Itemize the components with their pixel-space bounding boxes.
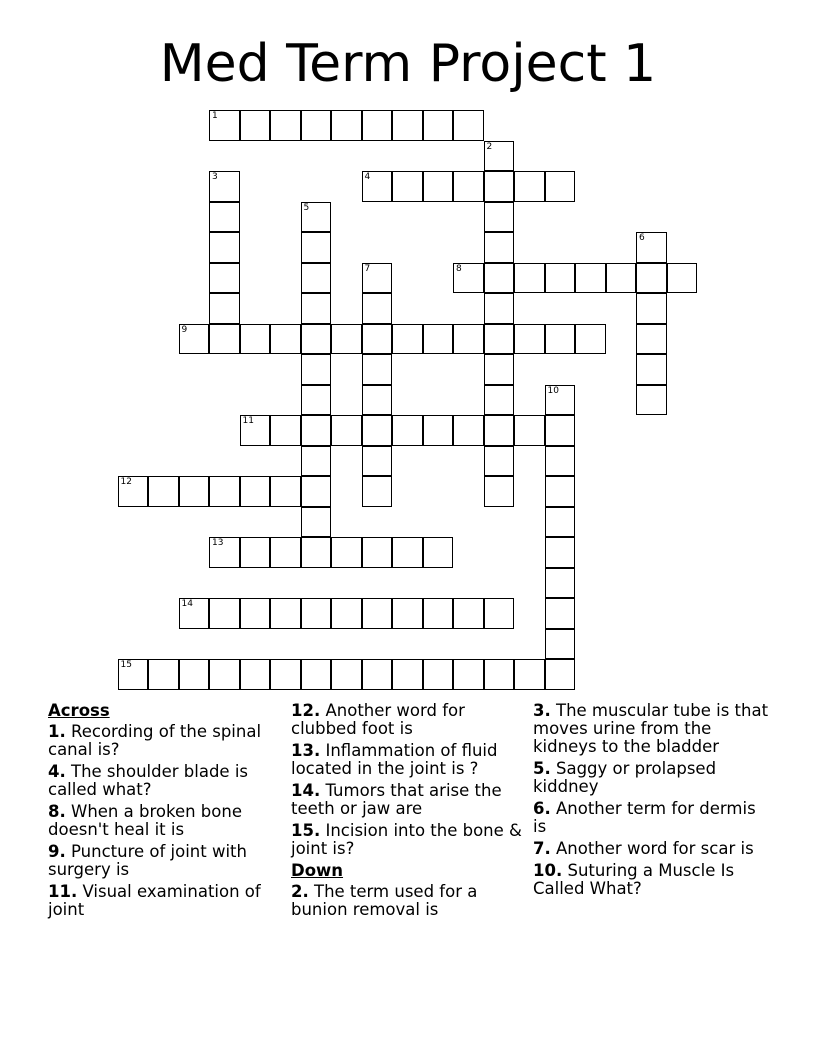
grid-cell[interactable] — [514, 171, 545, 202]
grid-cell[interactable] — [423, 537, 454, 568]
grid-cell[interactable] — [392, 537, 423, 568]
grid-cell[interactable] — [179, 659, 210, 690]
grid-cell[interactable] — [301, 232, 332, 263]
grid-cell[interactable] — [362, 385, 393, 416]
grid-cell[interactable] — [453, 598, 484, 629]
clue-across-11: 11. Visual examination of joint — [48, 882, 261, 919]
grid-cell[interactable] — [209, 324, 240, 355]
grid-cell[interactable] — [362, 476, 393, 507]
grid-cell[interactable] — [362, 263, 393, 294]
grid-cell[interactable] — [301, 202, 332, 233]
grid-cell[interactable] — [209, 293, 240, 324]
grid-cell[interactable] — [545, 659, 576, 690]
grid-cell[interactable] — [484, 446, 515, 477]
grid-cell[interactable] — [331, 537, 362, 568]
grid-cell[interactable] — [240, 476, 271, 507]
grid-cell[interactable] — [392, 110, 423, 141]
grid-cell[interactable] — [301, 293, 332, 324]
clue-across-1: 1. Recording of the spinal canal is? — [48, 722, 262, 759]
grid-cell[interactable] — [484, 659, 515, 690]
grid-cell[interactable] — [484, 141, 515, 172]
grid-cell[interactable] — [453, 415, 484, 446]
grid-cell[interactable] — [362, 537, 393, 568]
grid-cell[interactable] — [545, 324, 576, 355]
grid-cell[interactable] — [301, 537, 332, 568]
grid-cell[interactable] — [209, 171, 240, 202]
grid-cell[interactable] — [240, 324, 271, 355]
grid-cell[interactable] — [392, 171, 423, 202]
grid-cell[interactable] — [545, 629, 576, 660]
grid-cell[interactable] — [545, 385, 576, 416]
clue-down-7: 7. Another word for scar is — [533, 839, 754, 858]
grid-cell[interactable] — [301, 415, 332, 446]
grid-cell[interactable] — [362, 354, 393, 385]
cell-number: 10 — [547, 385, 559, 396]
grid-cell[interactable] — [545, 598, 576, 629]
cell-number: 2 — [486, 141, 493, 152]
grid-cell[interactable] — [545, 568, 576, 599]
grid-cell[interactable] — [270, 598, 301, 629]
clue-across-12: 12. Another word for clubbed foot is — [291, 701, 465, 738]
grid-cell[interactable] — [301, 324, 332, 355]
grid-cell[interactable] — [545, 415, 576, 446]
down-heading: Down — [291, 861, 344, 880]
grid-cell[interactable] — [209, 232, 240, 263]
cell-number: 12 — [120, 477, 132, 487]
grid-cell[interactable] — [636, 354, 667, 385]
clue-across-4: 4. The shoulder blade is called what? — [48, 762, 248, 799]
grid-cell[interactable] — [636, 385, 667, 416]
grid-cell[interactable] — [240, 659, 271, 690]
grid-cell[interactable] — [484, 202, 515, 233]
grid-cell[interactable] — [301, 385, 332, 416]
grid-cell[interactable] — [362, 171, 393, 202]
grid-cell[interactable] — [484, 293, 515, 324]
grid-cell[interactable] — [392, 324, 423, 355]
grid-cell[interactable] — [270, 537, 301, 568]
clues-column-3 — [533, 702, 773, 902]
grid-cell[interactable] — [636, 324, 667, 355]
grid-cell[interactable] — [453, 171, 484, 202]
clue-across-15: 15. Incision into the bone & joint is? — [291, 821, 522, 858]
grid-cell[interactable] — [575, 263, 606, 294]
grid-cell[interactable] — [636, 263, 667, 294]
grid-cell[interactable] — [484, 232, 515, 263]
cell-number: 15 — [120, 660, 132, 670]
grid-cell[interactable] — [209, 537, 240, 568]
grid-cell[interactable] — [423, 415, 454, 446]
across-heading: Across — [48, 701, 110, 720]
cell-number: 4 — [364, 172, 371, 182]
grid-cell[interactable] — [423, 110, 454, 141]
grid-cell[interactable] — [545, 446, 576, 477]
grid-cell[interactable] — [209, 263, 240, 294]
grid-cell[interactable] — [270, 415, 301, 446]
grid-cell[interactable] — [362, 415, 393, 446]
grid-cell[interactable] — [362, 324, 393, 355]
clue-down-6: 6. Another term for dermis is — [533, 799, 756, 836]
clue-down-5: 5. Saggy or prolapsed kiddney — [533, 759, 717, 796]
puzzle-title: Med Term Project 1 — [159, 34, 657, 94]
clue-across-8: 8. When a broken bone doesn't heal it is — [48, 802, 242, 839]
grid-cell[interactable] — [331, 415, 362, 446]
grid-cell[interactable] — [545, 537, 576, 568]
grid-cell[interactable] — [392, 415, 423, 446]
cell-number: 7 — [364, 263, 371, 274]
grid-cell[interactable] — [484, 171, 515, 202]
clue-down-2: 2. The term used for a bunion removal is — [291, 882, 478, 919]
grid-cell[interactable] — [453, 110, 484, 141]
grid-cell[interactable] — [331, 324, 362, 355]
grid-cell[interactable] — [453, 263, 484, 294]
grid-cell[interactable] — [179, 476, 210, 507]
grid-cell[interactable] — [270, 110, 301, 141]
grid-cell[interactable] — [392, 659, 423, 690]
grid-cell[interactable] — [240, 110, 271, 141]
cell-number: 3 — [212, 172, 218, 182]
cell-number: 8 — [456, 263, 462, 274]
grid-cell[interactable] — [484, 598, 515, 629]
grid-cell[interactable] — [423, 171, 454, 202]
grid-cell[interactable] — [270, 659, 301, 690]
grid-cell[interactable] — [545, 476, 576, 507]
cell-number: 5 — [303, 202, 310, 213]
grid-cell[interactable] — [484, 263, 515, 294]
grid-cell[interactable] — [606, 263, 637, 294]
grid-cell[interactable] — [484, 385, 515, 416]
grid-cell[interactable] — [545, 171, 576, 202]
grid-cell[interactable] — [514, 324, 545, 355]
grid-cell[interactable] — [362, 446, 393, 477]
grid-cell[interactable] — [484, 324, 515, 355]
clues-column-2 — [291, 702, 531, 923]
grid-cell[interactable] — [331, 659, 362, 690]
grid-cell[interactable] — [118, 659, 149, 690]
grid-cell[interactable] — [209, 598, 240, 629]
grid-cell[interactable] — [484, 415, 515, 446]
grid-cell[interactable] — [453, 324, 484, 355]
grid-cell[interactable] — [362, 293, 393, 324]
grid-cell[interactable] — [209, 110, 240, 141]
clue-down-10: 10. Suturing a Muscle Is Called What? — [533, 861, 735, 898]
grid-cell[interactable] — [301, 354, 332, 385]
grid-cell[interactable] — [423, 659, 454, 690]
grid-cell[interactable] — [423, 598, 454, 629]
grid-cell[interactable] — [301, 446, 332, 477]
clue-across-9: 9. Puncture of joint with surgery is — [48, 842, 247, 879]
grid-cell[interactable] — [453, 659, 484, 690]
grid-cell[interactable] — [301, 598, 332, 629]
grid-cell[interactable] — [148, 476, 179, 507]
clue-down-3: 3. The muscular tube is that moves urine from the kidneys to the bladder — [533, 701, 769, 756]
grid-cell[interactable] — [240, 537, 271, 568]
grid-cell[interactable] — [545, 507, 576, 538]
grid-cell[interactable] — [209, 202, 240, 233]
grid-cell[interactable] — [240, 598, 271, 629]
grid-cell[interactable] — [240, 415, 271, 446]
grid-cell[interactable] — [270, 476, 301, 507]
cell-number: 6 — [639, 233, 645, 243]
clues-column-1 — [48, 702, 288, 923]
grid-cell[interactable] — [392, 598, 423, 629]
grid-cell[interactable] — [575, 324, 606, 355]
cell-number: 9 — [181, 324, 188, 335]
grid-cell[interactable] — [148, 659, 179, 690]
grid-cell[interactable] — [545, 263, 576, 294]
grid-cell[interactable] — [667, 263, 698, 294]
grid-cell[interactable] — [270, 324, 301, 355]
grid-cell[interactable] — [209, 659, 240, 690]
grid-cell[interactable] — [179, 324, 210, 355]
grid-cell[interactable] — [301, 476, 332, 507]
grid-cell[interactable] — [514, 263, 545, 294]
grid-cell[interactable] — [301, 659, 332, 690]
clue-across-14: 14. Tumors that arise the teeth or jaw are — [291, 781, 502, 818]
grid-cell[interactable] — [179, 598, 210, 629]
cell-number: 14 — [181, 599, 193, 609]
grid-cell[interactable] — [484, 354, 515, 385]
cell-number: 1 — [212, 111, 218, 121]
grid-cell[interactable] — [301, 263, 332, 294]
grid-cell[interactable] — [301, 507, 332, 538]
grid-cell[interactable] — [362, 110, 393, 141]
grid-cell[interactable] — [636, 293, 667, 324]
grid-cell[interactable] — [362, 598, 393, 629]
grid-cell[interactable] — [331, 110, 362, 141]
grid-cell[interactable] — [514, 415, 545, 446]
grid-cell[interactable] — [331, 598, 362, 629]
cell-number: 13 — [212, 538, 224, 548]
grid-cell[interactable] — [484, 476, 515, 507]
grid-cell[interactable] — [514, 659, 545, 690]
grid-cell[interactable] — [636, 232, 667, 263]
cell-number: 11 — [242, 416, 254, 426]
grid-cell[interactable] — [118, 476, 149, 507]
grid-cell[interactable] — [362, 659, 393, 690]
clue-across-13: 13. Inflammation of fluid located in the joint is ? — [291, 741, 498, 778]
grid-cell[interactable] — [423, 324, 454, 355]
grid-cell[interactable] — [209, 476, 240, 507]
grid-cell[interactable] — [301, 110, 332, 141]
